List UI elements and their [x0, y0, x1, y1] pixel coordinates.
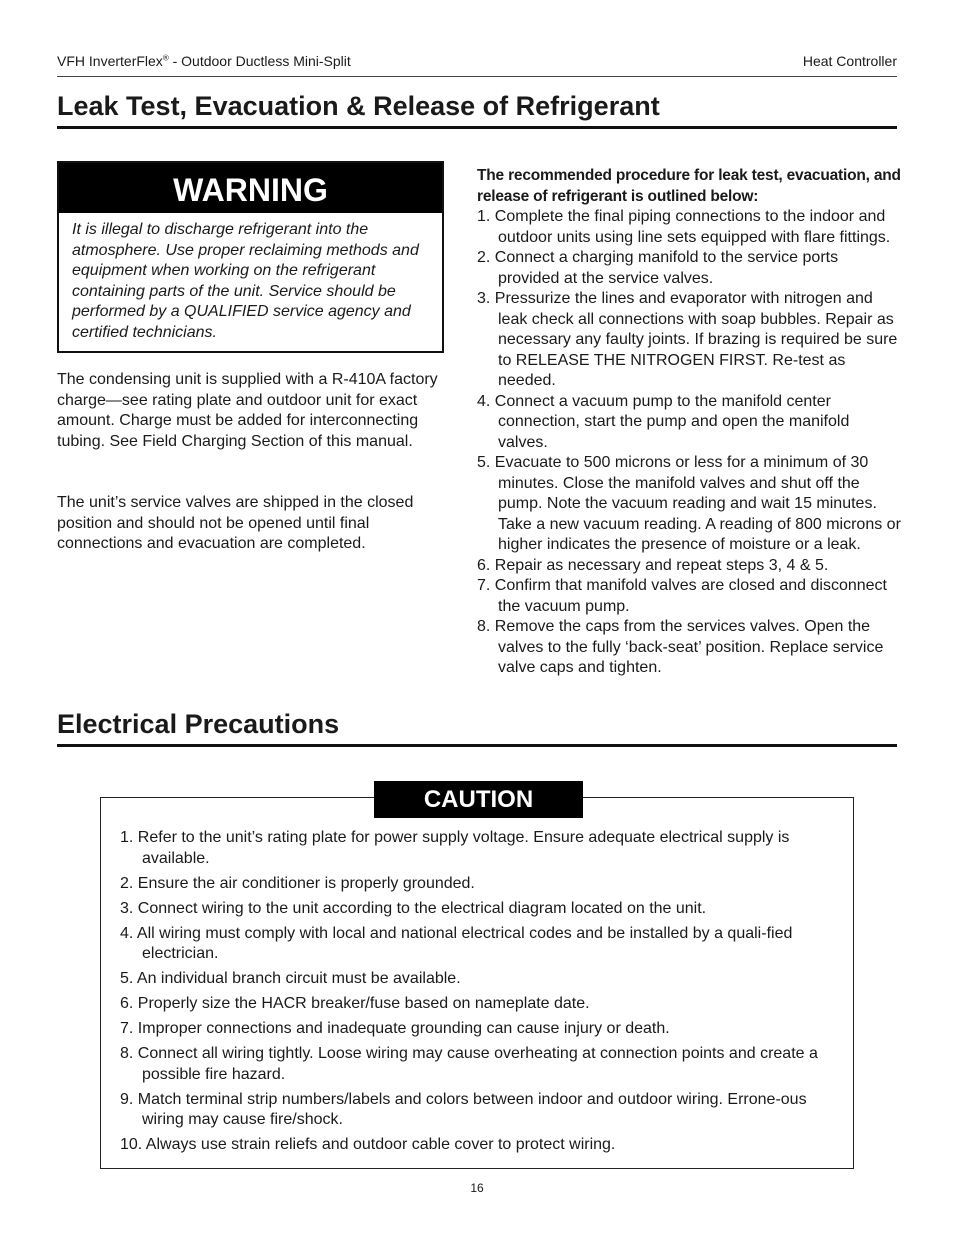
paragraph-service-valves: The unit’s service valves are shipped in the closed position and should not be opened until final connections and evacuation are completed.: [57, 494, 414, 552]
warning-text: It is illegal to discharge refrigerant into the atmosphere. Use proper reclaiming methods and equipment when working on the refrigerant containing parts of the unit. Service should be performed by a QUALIFIED service agency and certified technicians.: [72, 221, 419, 341]
section-divider-leak-test: [57, 126, 897, 129]
header-product: [57, 53, 351, 69]
section-title-leak-test: Leak Test, Evacuation & Release of Refrigerant: [57, 91, 660, 121]
page-number: 16: [470, 1181, 484, 1195]
paragraph-factory-charge: The condensing unit is supplied with a R-410A factory charge—see rating plate and outdoor unit for exact amount. Charge must be added for interconnecting tubing. See Field Charging Section of this manual.: [57, 371, 438, 450]
header-divider: [57, 76, 897, 77]
procedure-step: 1. Complete the final piping connections to the indoor and outdoor units using line sets equipped with flare fittings.: [477, 208, 891, 246]
warning-box: [57, 161, 444, 353]
procedure-intro: The recommended procedure for leak test, evacuation, and release of refrigerant is outlined below:: [477, 167, 901, 205]
caution-item: 2. Ensure the air conditioner is properly grounded.: [120, 874, 475, 892]
procedure-column: [477, 166, 902, 679]
procedure-step: 7. Confirm that manifold valves are closed and disconnect the vacuum pump.: [477, 577, 887, 615]
warning-title: WARNING: [59, 163, 442, 213]
procedure-steps: [477, 207, 902, 679]
header-brand: Heat Controller: [802, 53, 897, 69]
procedure-step: 6. Repair as necessary and repeat steps 3, 4 & 5.: [477, 556, 829, 574]
caution-item: 3. Connect wiring to the unit according to the electrical diagram located on the unit.: [120, 899, 707, 917]
caution-item: 10. Always use strain reliefs and outdoor cable cover to protect wiring.: [120, 1136, 616, 1153]
procedure-step: 4. Connect a vacuum pump to the manifold center connection, start the pump and open the manifold valves.: [477, 392, 850, 451]
caution-item: 6. Properly size the HACR breaker/fuse based on nameplate date.: [120, 995, 590, 1012]
caution-item: 4. All wiring must comply with local and national electrical codes and be installed by a quali-fied electrician.: [120, 924, 793, 962]
section-title-electrical: Electrical Precautions: [57, 709, 340, 739]
caution-item: 8. Connect all wiring tightly. Loose wiring may cause overheating at connection points and create a possible fire hazard.: [120, 1045, 818, 1083]
caution-list: [120, 828, 836, 1160]
procedure-step: 3. Pressurize the lines and evaporator with nitrogen and leak check all connections with soap bubbles. Repair as necessary any faulty joints. If brazing is required be sure to RELEASE THE NITROGEN FIRST. Re-test as needed.: [477, 290, 898, 389]
caution-item: 1. Refer to the unit’s rating plate for power supply voltage. Ensure adequate electrical supply is available.: [120, 829, 790, 867]
procedure-step: 2. Connect a charging manifold to the service ports provided at the service valves.: [477, 249, 839, 287]
procedure-step: 5. Evacuate to 500 microns or less for a minimum of 30 minutes. Close the manifold valves and shut off the pump. Note the vacuum reading and wait 15 minutes. Take a new vacuum reading. A reading of 800 microns or higher indicates the presence of moisture or a leak.: [477, 454, 901, 553]
caution-item: 9. Match terminal strip numbers/labels and colors between indoor and outdoor wiring. Errone-ous wiring may cause fire/shock.: [120, 1090, 807, 1128]
caution-title: CAUTION: [374, 781, 583, 818]
procedure-step: 8. Remove the caps from the services valves. Open the valves to the fully ‘back-seat’ position. Replace service valve caps and tighten.: [477, 618, 884, 676]
product-subtitle: - Outdoor Ductless Mini-Split: [168, 53, 351, 69]
product-name: VFH InverterFlex: [57, 53, 163, 69]
caution-item: 7. Improper connections and inadequate grounding can cause injury or death.: [120, 1020, 670, 1037]
section-divider-electrical: [57, 744, 897, 747]
registered-mark: ®: [162, 53, 169, 63]
caution-item: 5. An individual branch circuit must be available.: [120, 970, 461, 987]
